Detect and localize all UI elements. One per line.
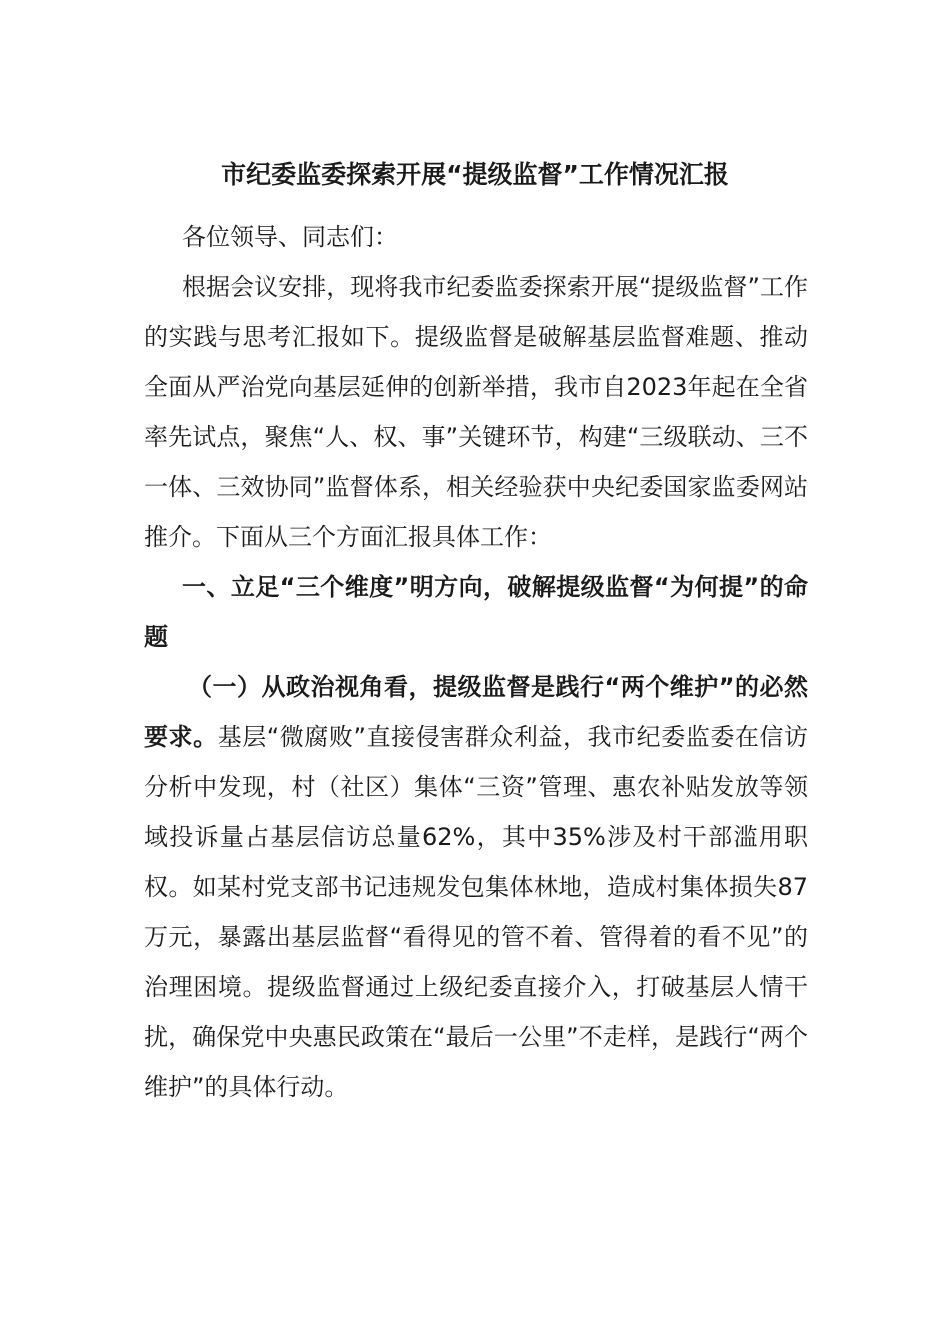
section-heading: 一、立足“三个维度”明方向，破解提级监督“为何提”的命题 — [144, 573, 808, 651]
intro-paragraph: 根据会议安排，现将我市纪委监委探索开展“提级监督”工作的实践与思考汇报如下。提级监督是破解基层监督难题、推动全面从严治党向基层延伸的创新举措，我市自2023年起在全省率先试点，聚焦“人、权、事”关键环节，构建“三级联动、三不一体、三效协同”监督体系，相关经验获中央纪委国家监委网站推介。下面从三个方面汇报具体工作： — [144, 273, 808, 551]
subsection-paragraph — [144, 662, 808, 1112]
document-body — [144, 212, 808, 1112]
subsection-body: 基层“微腐败”直接侵害群众利益，我市纪委监委在信访分析中发现，村（社区）集体“三资”管理、惠农补贴发放等领域投诉量占基层信访总量62%，其中35%涉及村干部滥用职权。如某村党支部书记违规发包集体林地，造成村集体损失87万元，暴露出基层监督“看得见的管不着、管得着的看不见”的治理困境。提级监督通过上级纪委直接介入，打破基层人情干扰，确保党中央惠民政策在“最后一公里”不走样，是践行“两个维护”的具体行动。 — [144, 723, 808, 1101]
subsection-lead: （一）从政治视角看，提级监督是践行“两个维护”的必然要求。 — [144, 673, 808, 751]
salutation: 各位领导、同志们： — [182, 223, 398, 251]
document-title: 市纪委监委探索开展“提级监督”工作情况汇报 — [221, 160, 729, 189]
